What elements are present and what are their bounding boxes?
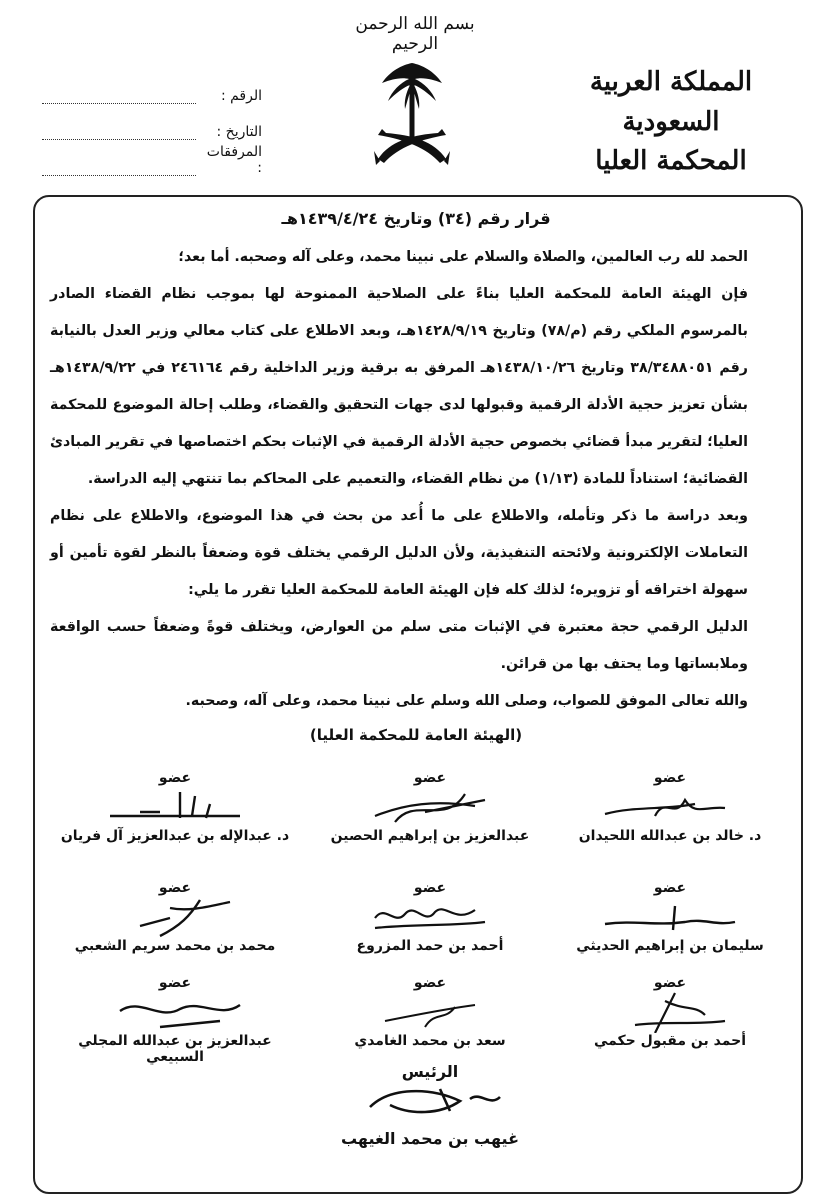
member-role: عضو [413,880,447,896]
letterhead [551,62,791,180]
signature-icon [595,991,745,1033]
signature-icon [355,896,505,938]
reference-fields [42,68,262,176]
member-signature-block [60,975,290,1065]
member-signature-block [60,880,290,954]
signature-icon [100,786,250,828]
ref-attachments-line [42,161,196,176]
member-role: عضو [653,880,687,896]
signature-icon [355,786,505,828]
member-name: عبدالعزيز بن إبراهيم الحصين [330,828,530,844]
opening-text: الحمد لله رب العالمين، والصلاة والسلام على نبينا محمد، وعلى آله وصحبه. أما بعد؛ [178,249,748,265]
ref-date-label: التاريخ : [216,124,262,140]
president-name: غيهب بن محمد الغيهب [340,1129,520,1148]
paragraph-1: فإن الهيئة العامة للمحكمة العليا بناءً على الصلاحية الممنوحة لها بموجب نظام القضاء الصادر بالمرسوم الملكي رقم (م/٧٨) وتاريخ ١٤٢٨/٩/١٩هـ، وبعد الاطلاع على كتاب معالي وزير العدل بالنيابة رقم ٣٨/٣٤٨٨٠٥١ وتاريخ ١٤٣٨/١٠/٢٦هـ المرفق به برقية وزير الداخلية رقم ٢٤٦١٦٤ في ١٤٣٨/٩/٢٢هـ بشأن تعزيز حجية الأدلة الرقمية وقبولها لدى جهات التحقيق والقضاء، وطلب إحالة الموضوع للمحكمة العليا؛ لتقرير مبدأ قضائي بخصوص حجية الأدلة الرقمية في الإثبات بحكم اختصاصها في تقرير المبادئ القضائية؛ استناداً للمادة (١/١٣) من نظام القضاء، والتعميم على المحاكم بما تنتهي إليه الدراسة. [50,286,748,487]
member-role: عضو [653,975,687,991]
palm-swords-emblem-icon [372,55,452,180]
member-name: أحمد بن مقبول حكمي [593,1033,746,1049]
ref-number-line [42,89,196,104]
decision-body [50,205,782,750]
signature-icon [595,786,745,828]
decision-title: قرار رقم (٣٤) وتاريخ ١٤٣٩/٤/٢٤هـ [281,209,551,228]
kingdom-name: المملكة العربية السعودية [589,67,753,137]
member-name: أحمد بن حمد المزروع [356,938,504,954]
closing-text: والله تعالى الموفق للصواب، وصلى الله وسلم على نبينا محمد، وعلى آله، وصحبه. [185,693,748,709]
ref-number-row [42,68,262,104]
ref-date-line [42,125,196,140]
member-name: د. عبدالإله بن عبدالعزيز آل فريان [60,828,290,844]
member-signature-block [315,975,545,1049]
member-signature-block [315,770,545,844]
member-signature-block [315,880,545,954]
court-name: المحكمة العليا [595,146,747,176]
member-name: سعد بن محمد الغامدي [354,1033,506,1049]
signature-icon [595,896,745,938]
president-role: الرئيس [401,1062,459,1081]
member-name: محمد بن محمد سريم الشعبي [74,938,276,954]
member-name: د. خالد بن عبدالله اللحيدان [578,828,762,844]
ref-attachments-row [42,140,262,176]
ref-number-label: الرقم : [220,88,262,104]
basmala: بسم الله الرحمن الرحيم [355,14,475,54]
president-signature-block [300,1062,560,1148]
paragraph-2: وبعد دراسة ما ذكر وتأمله، والاطلاع على ما أُعد من بحث في هذا الموضوع، والاطلاع على نظام التعاملات الإلكترونية ولائحته التنفيذية، ولأن الدليل الرقمي يختلف قوة وضعفاً بالنظر لقوة تأمين أو سهولة اختراقه أو تزويره؛ لذلك كله فإن الهيئة العامة للمحكمة العليا تقرر ما يلي: [50,508,748,598]
ref-attachments-label: المرفقات : [206,144,262,176]
signature-icon [100,991,250,1033]
member-signature-block [60,770,290,844]
member-name: عبدالعزيز بن عبدالله المجلي السبيعي [78,1033,272,1065]
member-role: عضو [653,770,687,786]
member-role: عضو [158,880,192,896]
member-signature-block [555,975,785,1049]
member-name: سليمان بن إبراهيم الحديثي [576,938,764,954]
signature-icon [355,991,505,1033]
member-signature-block [555,770,785,844]
member-role: عضو [158,770,192,786]
member-role: عضو [158,975,192,991]
member-signature-block [555,880,785,954]
signature-icon [100,896,250,938]
member-role: عضو [413,770,447,786]
council-label: (الهيئة العامة للمحكمة العليا) [309,726,523,744]
ref-date-row [42,104,262,140]
member-role: عضو [413,975,447,991]
signature-icon [350,1081,510,1121]
paragraph-3: الدليل الرقمي حجة معتبرة في الإثبات متى سلم من العوارض، ويختلف قوةً وضعفاً حسب الواقعة وملابساتها وما يحتف بها من قرائن. [50,619,748,672]
